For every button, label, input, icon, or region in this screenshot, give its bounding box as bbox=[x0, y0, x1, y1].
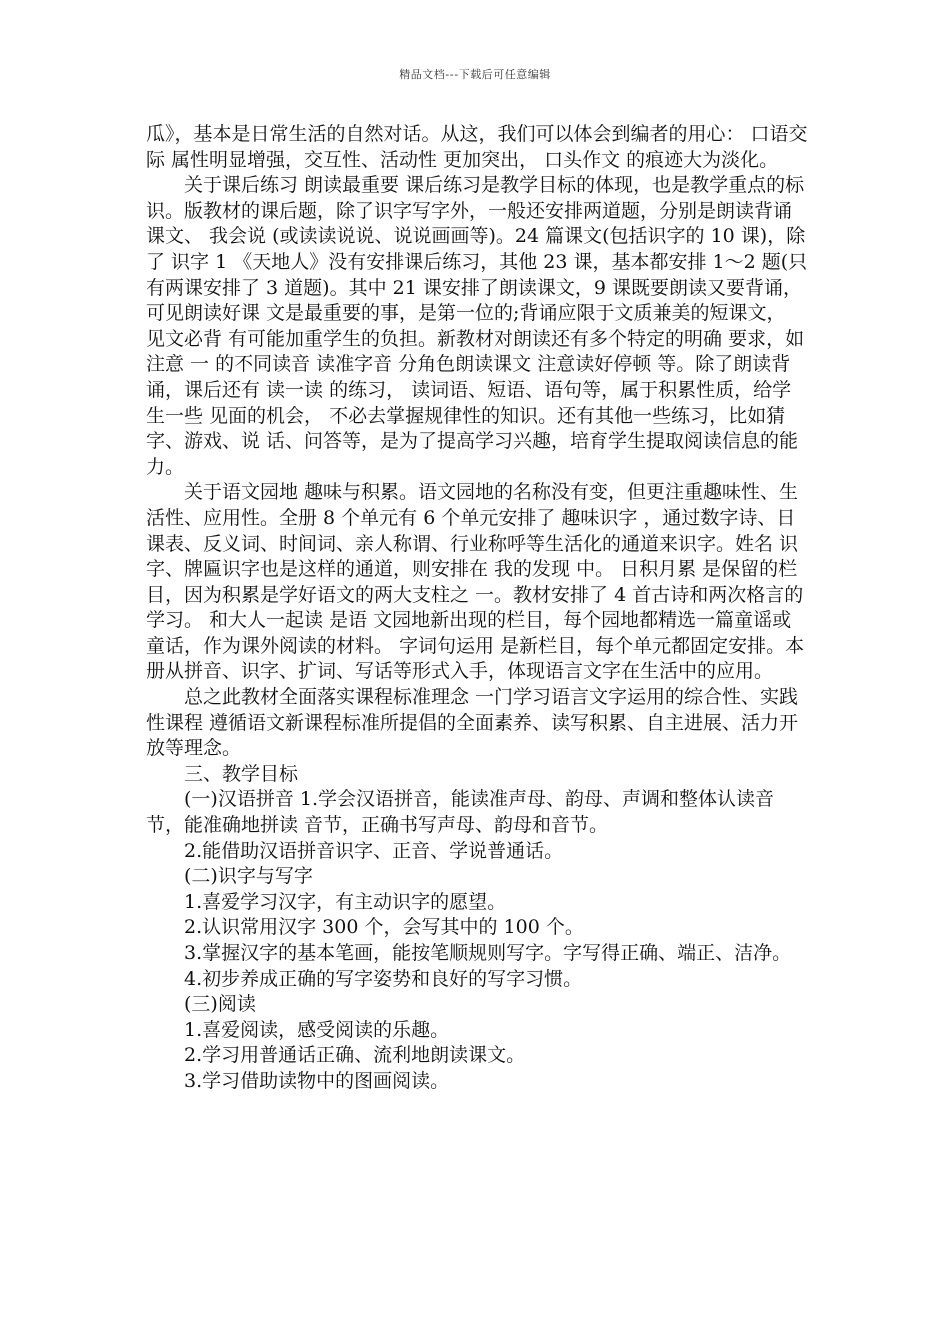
paragraph-chinese-garden: 关于语文园地 趣味与积累。语文园地的名称没有变，但更注重趣味性、生活性、应用性。全册 8 个单元有 6 个单元安排了 趣味识字 ，通过数字诗、日课表、反义词、时间词、亲人称谓、行业称呼等生活化的通道来识字。姓名 识字、牌匾识字也是这样的通道，则安排在 我的发现 中。 日积月累 是保留的栏目，因为积累是学好语文的两大支柱之 一。教材安排了 4 首古诗和两次格言的学习。 和大人一起读 是语 文园地新出现的栏目，每个园地都精选一篇童谣或童话，作为课外阅读的材料。 字词句运用 是新栏目，每个单元都固定安排。本册从拼音、识字、扩词、写话等形式入手，体现语言文字在生活中的应用。 bbox=[146, 481, 805, 683]
document-body bbox=[146, 122, 810, 1095]
paragraph-continuation: 瓜》，基本是日常生活的自然对话。从这，我们可以体会到编者的用心： 口语交际 属性明显增强，交互性、活动性 更加突出， 口头作文 的痕迹大为淡化。 bbox=[146, 123, 808, 171]
section-heading-teaching-goals: 三、教学目标 bbox=[184, 762, 299, 785]
goal-pinyin-2: 2.能借助汉语拼音识字、正音、学说普通话。 bbox=[184, 839, 564, 862]
paragraph-exercises: 关于课后练习 朗读最重要 课后练习是教学目标的体现，也是教学重点的标识。版教材的课后题，除了识字写字外，一般还安排两道题，分别是朗读背诵 课文、 我会说 (或读读说说、说说画画等)。24 篇课文(包括识字的 10 课)，除了 识字 1 《天地人》没有安排课后练习，其他 23 课，基本都安排 1～2 题(只有两课安排了 3 道题)。其中 21 课安排了朗读课文，9 课既要朗读又要背诵，可见朗读好课 文是最重要的事，是第一位的;背诵应限于文质兼美的短课文， 见文必背 有可能加重学生的负担。新教材对朗读还有多个特定的明确 要求，如 注意 一 的不同读音 读准字音 分角色朗读课文 注意读好停顿 等。除了朗读背诵，课后还有 读一读 的练习， 读词语、短语、语句等，属于积累性质，给学生一些 见面的机会， 不必去掌握规律性的知识。还有其他一些练习，比如猜字、游戏、说 话、问答等，是为了提高学习兴趣，培育学生提取阅读信息的能力。 bbox=[146, 174, 808, 478]
page-header: 精品文档---下载后可任意编辑 bbox=[399, 68, 551, 81]
goal-pinyin-1: (一)汉语拼音 1.学会汉语拼音，能读准声母、韵母、声调和整体认读音节，能准确地拼读 音节，正确书写声母、韵母和音节。 bbox=[146, 788, 774, 837]
subheading-reading: (三)阅读 bbox=[184, 993, 256, 1016]
goal-literacy-3: 3.掌握汉字的基本笔画，能按笔顺规则写字。字写得正确、端正、洁净。 bbox=[184, 942, 792, 964]
goal-literacy-4: 4.初步养成正确的写字姿势和良好的写字习惯。 bbox=[184, 967, 583, 990]
goal-reading-2: 2.学习用普通话正确、流利地朗读课文。 bbox=[184, 1044, 526, 1067]
goal-reading-3: 3.学习借助读物中的图画阅读。 bbox=[184, 1069, 450, 1092]
goal-literacy-1: 1.喜爱学习汉字，有主动识字的愿望。 bbox=[184, 890, 507, 913]
goal-reading-1: 1.喜爱阅读，感受阅读的乐趣。 bbox=[184, 1018, 450, 1041]
goal-literacy-2: 2.认识常用汉字 300 个，会写其中的 100 个。 bbox=[184, 916, 584, 939]
paragraph-summary: 总之此教材全面落实课程标准理念 一门学习语言文字运用的综合性、实践性课程 遵循语文新课程标准所提倡的全面素养、读写积累、自主进展、活力开放等理念。 bbox=[146, 686, 799, 760]
subheading-literacy: (二)识字与写字 bbox=[184, 865, 313, 888]
